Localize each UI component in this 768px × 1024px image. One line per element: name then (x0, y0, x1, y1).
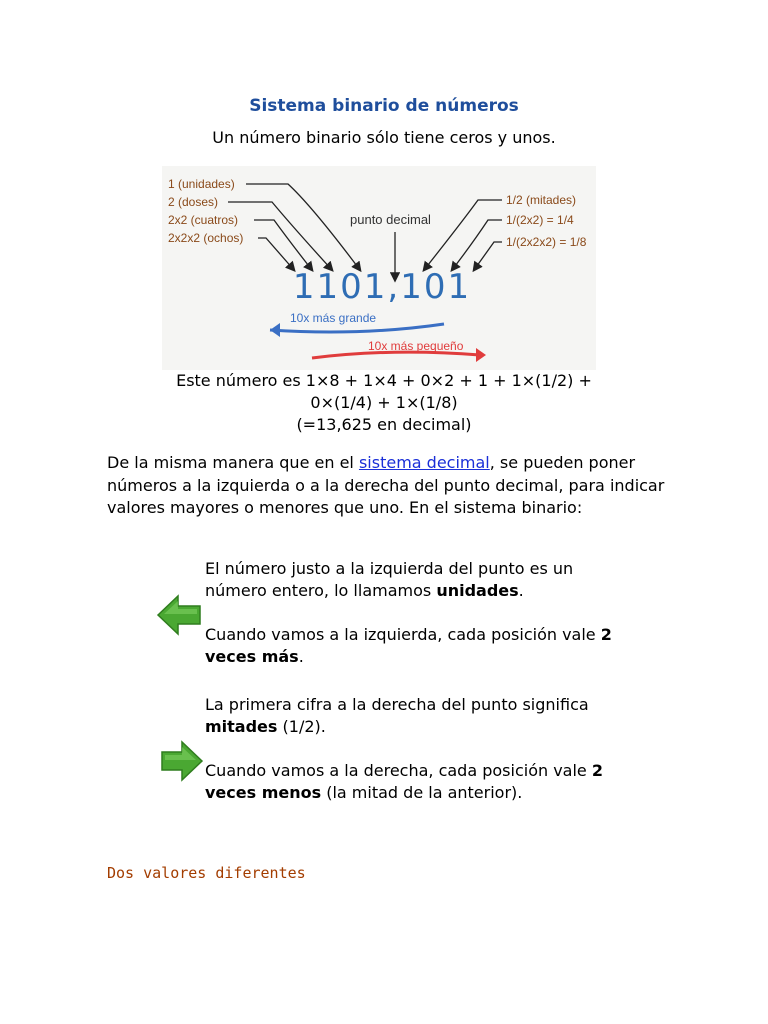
bigger-label: 10x más grande (290, 311, 377, 325)
left-block-p2 (205, 624, 625, 668)
left-p1-bold: unidades (436, 581, 519, 600)
section-title: Dos valores diferentes (107, 864, 306, 882)
diagram-right-label-2: 1/(2x2) = 1/4 (506, 213, 574, 227)
formula-line-2: 0×(1/4) + 1×(1/8) (310, 393, 458, 412)
blue-arrow (270, 324, 444, 332)
binary-number: 1101,101 (292, 267, 472, 307)
formula-line-1: Este número es 1×8 + 1×4 + 0×2 + 1 + 1×(1/2) + (176, 371, 592, 390)
arrow-halves (424, 200, 502, 270)
left-block (205, 558, 625, 668)
arrow-twos (228, 202, 332, 270)
right-block (205, 694, 625, 804)
diagram-right-label-1: 1/2 (mitades) (506, 193, 577, 207)
diagram-left-label-2: 2 (doses) (168, 195, 219, 209)
left-block-p1 (205, 558, 625, 602)
intro-paragraph (107, 452, 667, 520)
right-p2-text: Cuando vamos a la derecha, cada posición vale (205, 761, 592, 780)
diagram-center-label: punto decimal (350, 212, 431, 227)
para-text-after: , se pueden poner números a la izquierda o a la derecha del punto decimal, para indicar valores mayores o menores que uno. En el sistema binario: (107, 453, 665, 517)
diagram-right-label-3: 1/(2x2x2) = 1/8 (506, 235, 587, 249)
left-p2-text: Cuando vamos a la izquierda, cada posición vale (205, 625, 601, 644)
right-block-p1 (205, 694, 625, 738)
right-p2-bold: 2 veces menos (205, 761, 603, 802)
binary-number-diagram (162, 166, 596, 370)
left-p2-bold: 2 veces más (205, 625, 612, 666)
arrow-eighths (474, 242, 502, 270)
diagram-left-label-3: 2x2 (cuatros) (168, 213, 239, 227)
right-p2-end: (la mitad de la anterior). (321, 783, 523, 802)
left-p1-text: El número justo a la izquierda del punto es un número entero, lo llamamos (205, 559, 574, 600)
smaller-label: 10x más pequeño (368, 339, 464, 353)
right-p1-text: La primera cifra a la derecha del punto significa (205, 695, 589, 714)
left-p2-end: . (298, 647, 304, 666)
formula-block (0, 370, 768, 436)
arrow-units (246, 184, 360, 270)
diagram-graphic (162, 166, 596, 370)
green-right-arrow-icon (160, 740, 204, 782)
subtitle: Un número binario sólo tiene ceros y unos. (212, 128, 556, 147)
sistema-decimal-link[interactable]: sistema decimal (358, 453, 490, 472)
left-p1-end: . (518, 581, 524, 600)
diagram-left-label-4: 2x2x2 (ochos) (168, 231, 244, 245)
right-p1-bold: mitades (205, 717, 278, 736)
right-block-p2 (205, 760, 625, 804)
right-p1-end: (1/2). (277, 717, 326, 736)
arrow-eights (258, 238, 294, 270)
formula-line-3: (=13,625 en decimal) (296, 415, 472, 434)
arrow-quarters (452, 220, 502, 270)
red-arrow (312, 352, 480, 358)
page-title: Sistema binario de números (249, 96, 519, 116)
arrow-fours (254, 220, 312, 270)
para-text-before: De la misma manera que en el (107, 453, 359, 472)
diagram-left-label-1: 1 (unidades) (168, 177, 235, 191)
green-left-arrow-icon (156, 594, 202, 636)
